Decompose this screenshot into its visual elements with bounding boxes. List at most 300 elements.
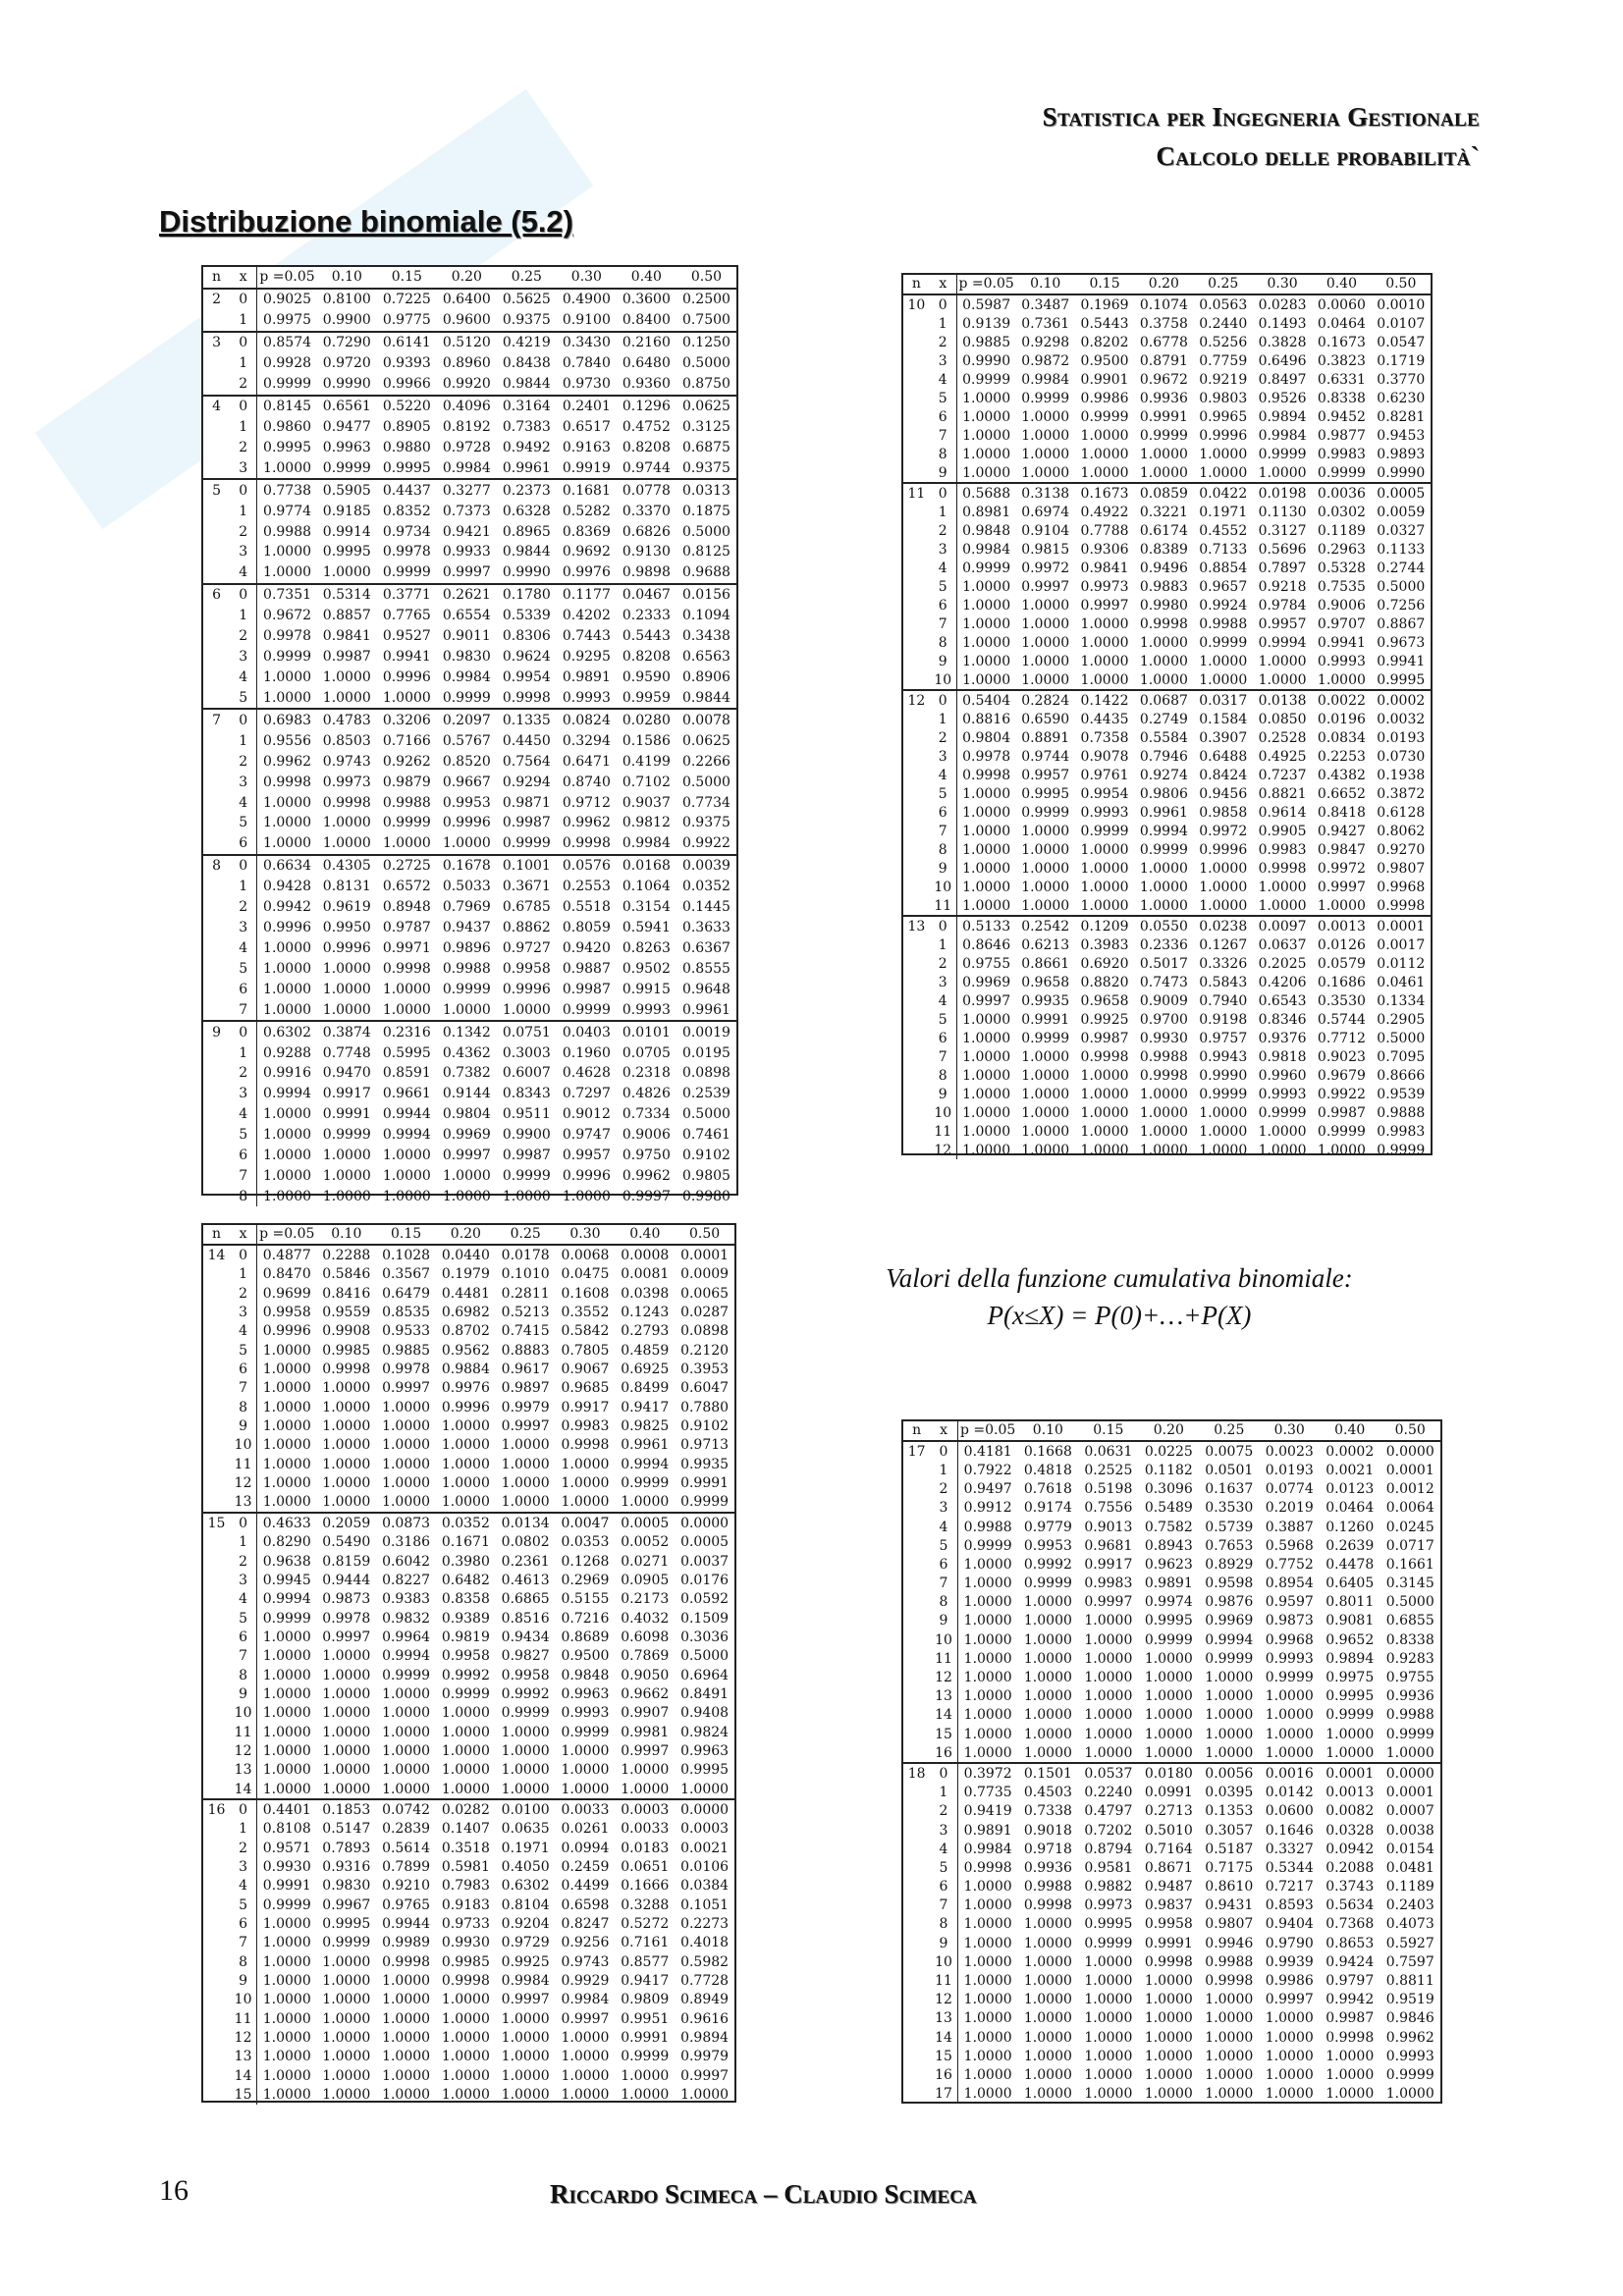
cell-prob: 1.0000 [382, 2030, 431, 2047]
cell-prob: 1.0000 [962, 634, 1011, 651]
cell-x: 10 [930, 1103, 956, 1122]
cell-prob: 0.9994 [382, 1127, 431, 1144]
table-row [903, 521, 1431, 540]
cell-n [203, 2028, 230, 2047]
cell-n [203, 1063, 230, 1084]
cell-prob: 0.9941 [1317, 634, 1366, 651]
cell-x: 8 [230, 1398, 257, 1416]
cell-x: 7 [930, 822, 956, 840]
cell-prob: 0.3430 [557, 332, 617, 353]
cell-x: 5 [930, 389, 956, 407]
cell-prob: 0.9999 [621, 2049, 670, 2065]
cell-prob: 1.0000 [322, 1148, 371, 1164]
cell-prob: 0.9999 [1325, 1707, 1375, 1724]
cell-x: 4 [230, 792, 257, 813]
cell-prob: 0.9916 [263, 1065, 312, 1082]
cell-n [203, 626, 230, 647]
cell-prob: 0.0180 [1139, 1763, 1199, 1783]
cell-prob: 0.9995 [1377, 671, 1426, 688]
cell-prob: 0.5120 [437, 332, 497, 353]
cell-prob: 0.7443 [562, 628, 611, 645]
cell-x: 10 [230, 1704, 257, 1723]
cell-prob: 0.7461 [681, 1127, 730, 1144]
cell-prob: 0.5584 [1139, 729, 1188, 746]
table-row [903, 670, 1431, 690]
header-p: 0.25 [496, 1225, 556, 1245]
cell-prob: 0.3771 [377, 584, 437, 606]
cell-prob: 0.6302 [257, 1021, 317, 1042]
cell-prob: 1.0000 [1080, 1142, 1129, 1158]
cell-prob: 1.0000 [322, 981, 371, 997]
cell-prob: 0.4826 [622, 1086, 671, 1102]
cell-x: 4 [930, 370, 956, 389]
cell-prob: 1.0000 [1144, 1670, 1193, 1686]
table-row [903, 1725, 1440, 1743]
cell-prob: 0.9944 [382, 1106, 431, 1123]
cell-prob: 0.5155 [561, 1591, 610, 1608]
cell-prob: 0.9990 [322, 376, 371, 393]
cell-prob: 1.0000 [962, 1011, 1011, 1028]
cell-x: 5 [930, 1858, 957, 1877]
cell-n [903, 973, 930, 991]
cell-prob: 0.9880 [382, 439, 431, 455]
cell-prob: 0.0271 [621, 1553, 670, 1570]
cell-prob: 0.9994 [1258, 634, 1307, 651]
cell-x: 5 [930, 1536, 957, 1555]
cell-x: 6 [930, 596, 956, 614]
cell-prob: 1.0000 [962, 446, 1011, 462]
cell-prob: 0.9999 [442, 981, 491, 997]
cell-prob: 0.4206 [1258, 974, 1307, 990]
cell-prob: 0.9978 [382, 544, 431, 561]
cell-prob: 0.6634 [257, 855, 317, 877]
cell-n [203, 772, 230, 792]
cell-prob: 0.7237 [1258, 767, 1307, 783]
cell-n [903, 1971, 930, 1990]
cell-prob: 0.9999 [1080, 408, 1129, 425]
cell-prob: 1.0000 [442, 835, 491, 852]
header-p: 0.50 [676, 267, 736, 289]
cell-prob: 0.9502 [622, 960, 671, 977]
cell-prob: 1.0000 [1265, 2029, 1314, 2046]
table-row [903, 1802, 1440, 1821]
cell-n [203, 1684, 230, 1703]
cell-prob: 0.9998 [263, 774, 312, 790]
cell-prob: 0.9012 [562, 1106, 611, 1123]
header-p: 0.50 [1372, 275, 1431, 294]
cell-n [203, 1704, 230, 1723]
cell-prob: 0.9939 [1265, 1953, 1314, 1970]
cell-prob: 0.9996 [1199, 427, 1248, 444]
cell-prob: 0.9837 [1144, 1897, 1193, 1914]
cell-prob: 0.1971 [1199, 504, 1248, 520]
cell-prob: 0.5000 [1377, 578, 1426, 595]
cell-x: 2 [230, 374, 257, 396]
cell-prob: 0.8906 [681, 668, 730, 685]
cell-prob: 0.7922 [963, 1462, 1012, 1478]
cell-prob: 1.0000 [441, 2010, 490, 2027]
cell-prob: 0.9999 [1258, 1104, 1307, 1121]
cell-n [903, 445, 930, 463]
cell-prob: 0.0039 [676, 855, 736, 877]
cell-prob: 1.0000 [501, 1437, 550, 1454]
cell-prob: 1.0000 [262, 1724, 311, 1740]
cell-x: 6 [230, 1628, 257, 1646]
cell-prob: 0.9597 [1265, 1594, 1314, 1611]
cell-n [203, 1991, 230, 2009]
cell-prob: 0.0991 [1144, 1785, 1193, 1801]
cell-prob: 0.7712 [1317, 1030, 1366, 1046]
cell-prob: 0.9102 [680, 1418, 730, 1435]
cell-prob: 0.8555 [681, 960, 730, 977]
table-row [903, 314, 1431, 333]
cell-prob: 0.0052 [621, 1534, 670, 1551]
cell-prob: 0.9965 [1199, 408, 1248, 425]
cell-prob: 1.0000 [263, 1127, 312, 1144]
cell-prob: 1.0000 [1023, 1688, 1072, 1705]
cell-prob: 0.8400 [622, 312, 671, 329]
cell-n [903, 1649, 930, 1668]
cell-prob: 1.0000 [1258, 464, 1307, 481]
cell-n [903, 728, 930, 747]
cell-prob: 0.9993 [1080, 804, 1129, 821]
cell-prob: 1.0000 [1084, 1707, 1133, 1724]
table-row [203, 1628, 734, 1646]
cell-prob: 1.0000 [382, 2067, 431, 2084]
header-p: 0.25 [1199, 1421, 1259, 1441]
cell-prob: 1.0000 [262, 1992, 311, 2008]
cell-n: 10 [903, 294, 930, 314]
cell-prob: 0.0403 [557, 1021, 617, 1042]
header-p: 0.30 [557, 267, 617, 289]
cell-prob: 0.9988 [963, 1519, 1012, 1535]
table-row [203, 1571, 734, 1589]
cell-prob: 0.9994 [382, 1648, 431, 1665]
cell-prob: 0.1268 [561, 1553, 610, 1570]
table-row [203, 437, 736, 457]
cell-prob: 0.9185 [322, 503, 371, 519]
cell-prob: 0.9999 [1139, 427, 1188, 444]
cell-prob: 0.8954 [1265, 1575, 1314, 1592]
cell-prob: 0.9930 [1139, 1030, 1188, 1046]
cell-prob: 0.7597 [1385, 1953, 1434, 1970]
cell-n [903, 822, 930, 840]
cell-prob: 1.0000 [263, 668, 312, 685]
cell-prob: 0.9925 [1080, 1011, 1129, 1028]
cell-prob: 1.0000 [1084, 1613, 1133, 1629]
cell-prob: 1.0000 [1080, 1067, 1129, 1084]
cell-prob: 0.9999 [441, 1685, 490, 1702]
cell-prob: 1.0000 [1080, 464, 1129, 481]
cell-prob: 0.9727 [502, 939, 551, 956]
cell-x: 6 [930, 803, 956, 822]
cell-prob: 0.9661 [382, 1086, 431, 1102]
cell-prob: 1.0000 [963, 2066, 1012, 2083]
cell-x: 1 [230, 310, 257, 332]
cell-prob: 0.6042 [382, 1553, 431, 1570]
cell-prob: 0.9652 [1325, 1631, 1375, 1648]
header-p: 0.50 [675, 1225, 734, 1245]
cell-prob: 0.9917 [561, 1399, 610, 1415]
cell-prob: 0.0005 [1372, 483, 1431, 503]
table-row [203, 1896, 734, 1914]
cell-prob: 0.0078 [676, 709, 736, 730]
cell-prob: 0.7473 [1139, 974, 1188, 990]
cell-prob: 0.9993 [1258, 1086, 1307, 1102]
cell-prob: 0.9900 [502, 1127, 551, 1144]
cell-x: 14 [230, 2066, 257, 2085]
cell-prob: 0.7225 [377, 289, 437, 310]
cell-prob: 0.9992 [441, 1667, 490, 1683]
cell-prob: 0.3600 [617, 289, 676, 310]
cell-prob: 0.9288 [263, 1044, 312, 1061]
cell-x: 3 [930, 1499, 957, 1518]
table-row [203, 1820, 734, 1839]
cell-prob: 0.9978 [962, 748, 1011, 765]
cell-prob: 0.9376 [1258, 1030, 1307, 1046]
cell-prob: 1.0000 [1139, 653, 1188, 669]
cell-prob: 1.0000 [1144, 2029, 1193, 2046]
cell-prob: 0.9104 [1021, 522, 1070, 539]
cell-x: 3 [230, 457, 257, 479]
cell-prob: 1.0000 [1080, 615, 1129, 632]
cell-prob: 0.9999 [1021, 804, 1070, 821]
cell-prob: 0.6405 [1325, 1575, 1375, 1592]
cell-prob: 0.5147 [322, 1821, 371, 1838]
cell-prob: 0.9744 [622, 459, 671, 476]
cell-prob: 0.8202 [1080, 334, 1129, 350]
cell-prob: 1.0000 [1325, 2048, 1375, 2064]
cell-prob: 0.9930 [262, 1859, 311, 1876]
table-row [903, 1518, 1440, 1536]
cell-prob: 0.0016 [1260, 1763, 1320, 1783]
table-row [203, 1780, 734, 1799]
cell-prob: 0.9500 [1080, 352, 1129, 369]
cell-x: 3 [230, 647, 257, 667]
cell-prob: 0.0778 [617, 479, 676, 501]
cell-prob: 0.2824 [1016, 690, 1075, 710]
cell-prob: 0.0742 [376, 1799, 436, 1819]
cell-prob: 1.0000 [263, 1189, 312, 1205]
cell-prob: 0.9991 [262, 1878, 311, 1895]
cell-prob: 1.0000 [263, 564, 312, 581]
cell-prob: 1.0000 [501, 2030, 550, 2047]
cell-prob: 1.0000 [1205, 1726, 1254, 1742]
cell-n [203, 2066, 230, 2085]
cell-prob: 0.9891 [963, 1822, 1012, 1839]
cell-prob: 0.9961 [681, 1001, 730, 1018]
cell-prob: 1.0000 [1080, 860, 1129, 877]
cell-prob: 0.8867 [1377, 615, 1426, 632]
cell-x: 8 [930, 633, 956, 652]
cell-prob: 0.1875 [681, 503, 730, 519]
cell-prob: 1.0000 [322, 1953, 371, 1970]
cell-prob: 0.4181 [957, 1441, 1017, 1461]
cell-prob: 1.0000 [1084, 2086, 1133, 2103]
cell-x: 7 [930, 614, 956, 633]
cell-prob: 0.0352 [436, 1513, 496, 1532]
cell-prob: 0.9958 [502, 960, 551, 977]
table-row [203, 1533, 734, 1552]
cell-prob: 1.0000 [322, 1456, 371, 1472]
cell-n [903, 370, 930, 389]
cell-prob: 0.9983 [1317, 446, 1366, 462]
cell-prob: 0.8821 [1258, 785, 1307, 802]
cell-prob: 0.2744 [1377, 560, 1426, 576]
cell-prob: 1.0000 [322, 1973, 371, 1990]
cell-x: 14 [930, 1706, 957, 1725]
cell-x: 11 [930, 1122, 956, 1141]
cell-prob: 1.0000 [382, 1762, 431, 1779]
cell-prob: 1.0000 [1139, 879, 1188, 895]
cell-prob: 0.9959 [622, 689, 671, 706]
cell-prob: 0.9945 [262, 1572, 311, 1588]
cell-prob: 0.9950 [322, 920, 371, 936]
cell-prob: 0.8905 [382, 418, 431, 435]
cell-prob: 0.9894 [1258, 408, 1307, 425]
cell-prob: 1.0000 [262, 1916, 311, 1933]
cell-prob: 1.0000 [1199, 1104, 1248, 1121]
cell-prob: 1.0000 [263, 815, 312, 831]
cell-n [203, 1493, 230, 1513]
cell-n [203, 1780, 230, 1799]
cell-prob: 0.2160 [617, 332, 676, 353]
cell-n [203, 1877, 230, 1896]
cell-prob: 0.9427 [1317, 823, 1366, 839]
cell-n [903, 314, 930, 333]
cell-prob: 0.5744 [1317, 1011, 1366, 1028]
cell-prob: 0.9688 [681, 564, 730, 581]
cell-prob: 0.9882 [1084, 1879, 1133, 1896]
cell-prob: 0.9963 [561, 1685, 610, 1702]
cell-prob: 0.0000 [1380, 1763, 1440, 1783]
cell-prob: 1.0000 [382, 689, 431, 706]
cell-prob: 0.9999 [621, 1475, 670, 1492]
cell-prob: 0.0245 [1385, 1519, 1434, 1535]
cell-prob: 0.9885 [382, 1342, 431, 1359]
cell-prob: 1.0000 [382, 835, 431, 852]
cell-x: 8 [930, 1915, 957, 1934]
table-row [203, 1473, 734, 1492]
cell-prob: 0.0834 [1317, 729, 1366, 746]
cell-x: 1 [230, 606, 257, 626]
cell-x: 1 [230, 1265, 257, 1284]
header-p: 0.10 [316, 1225, 376, 1245]
cell-prob: 0.6098 [621, 1629, 670, 1645]
cell-prob: 0.9393 [382, 355, 431, 372]
cell-prob: 1.0000 [1258, 653, 1307, 669]
cell-prob: 0.6826 [622, 523, 671, 540]
cell-prob: 0.9807 [1377, 860, 1426, 877]
table-row [203, 667, 736, 688]
cell-prob: 0.8891 [1021, 729, 1070, 746]
table-row [203, 813, 736, 833]
cell-x: 12 [930, 1668, 957, 1686]
cell-n [203, 1857, 230, 1876]
cell-prob: 0.0850 [1258, 711, 1307, 727]
cell-prob: 1.0000 [1265, 1726, 1314, 1742]
cell-prob: 1.0000 [1080, 1104, 1129, 1121]
cell-prob: 1.0000 [441, 1418, 490, 1435]
cell-prob: 0.9922 [1317, 1086, 1366, 1102]
cell-n [903, 766, 930, 784]
cell-prob: 1.0000 [501, 2067, 550, 2084]
cell-prob: 1.0000 [963, 2086, 1012, 2103]
table-row [203, 1084, 736, 1104]
cell-prob: 0.9998 [1377, 897, 1426, 914]
binomial-table-n10-13 [901, 273, 1433, 1158]
cell-prob: 0.9728 [442, 439, 491, 455]
cell-prob: 1.0000 [501, 2087, 550, 2104]
table-row [903, 859, 1431, 878]
cell-x: 5 [230, 1341, 257, 1360]
cell-prob: 0.9999 [1139, 841, 1188, 858]
cell-n [903, 1461, 930, 1479]
cell-n [203, 562, 230, 584]
cell-x: 3 [930, 1821, 957, 1840]
cell-prob: 0.9819 [441, 1629, 490, 1645]
cell-prob: 1.0000 [262, 1380, 311, 1397]
cell-prob: 0.1971 [501, 1840, 550, 1856]
cell-prob: 0.9991 [621, 2030, 670, 2047]
cell-prob: 0.5000 [681, 1106, 730, 1123]
cell-prob: 0.8503 [322, 732, 371, 749]
table-row [903, 747, 1431, 766]
cell-prob: 1.0000 [1080, 1123, 1129, 1140]
cell-prob: 0.0123 [1325, 1481, 1375, 1498]
table-row [903, 916, 1431, 935]
cell-prob: 0.8593 [1265, 1897, 1314, 1914]
cell-n [903, 991, 930, 1010]
table-row [203, 1493, 734, 1513]
cell-x: 3 [230, 918, 257, 938]
cell-prob: 1.0000 [382, 1724, 431, 1740]
cell-prob: 0.9935 [1021, 992, 1070, 1009]
cell-prob: 0.9999 [1377, 1142, 1426, 1158]
cell-prob: 0.7133 [1199, 541, 1248, 558]
header-p: p =0.05 [257, 1225, 317, 1245]
cell-prob: 0.9999 [263, 649, 312, 666]
cell-prob: 0.1938 [1377, 767, 1426, 783]
cell-prob: 1.0000 [1265, 1707, 1314, 1724]
cell-prob: 1.0000 [1021, 615, 1070, 632]
cell-prob: 1.0000 [1144, 2010, 1193, 2027]
cell-x: 12 [930, 1991, 957, 2009]
cell-prob: 1.0000 [382, 2010, 431, 2027]
cell-x: 5 [230, 958, 257, 979]
header-x: x [230, 1225, 257, 1245]
cell-n [203, 730, 230, 751]
cell-prob: 0.6174 [1139, 522, 1188, 539]
table-row [203, 2028, 734, 2047]
cell-prob: 0.2528 [1258, 729, 1307, 746]
cell-prob: 1.0000 [501, 1781, 550, 1797]
cell-prob: 1.0000 [1325, 2086, 1375, 2103]
cell-prob: 1.0000 [1023, 1631, 1072, 1648]
cell-prob: 0.8661 [1021, 955, 1070, 972]
cell-x: 4 [930, 1840, 957, 1858]
cell-prob: 1.0000 [322, 2030, 371, 2047]
header-p: 0.15 [1075, 275, 1134, 294]
cell-n [903, 1593, 930, 1612]
cell-prob: 1.0000 [1084, 2029, 1133, 2046]
cell-prob: 0.2539 [681, 1086, 730, 1102]
cell-prob: 1.0000 [263, 794, 312, 811]
table-row [903, 2028, 1440, 2047]
cell-x: 1 [230, 877, 257, 897]
header-p: 0.10 [1018, 1421, 1078, 1441]
cell-prob: 1.0000 [1084, 1670, 1133, 1686]
